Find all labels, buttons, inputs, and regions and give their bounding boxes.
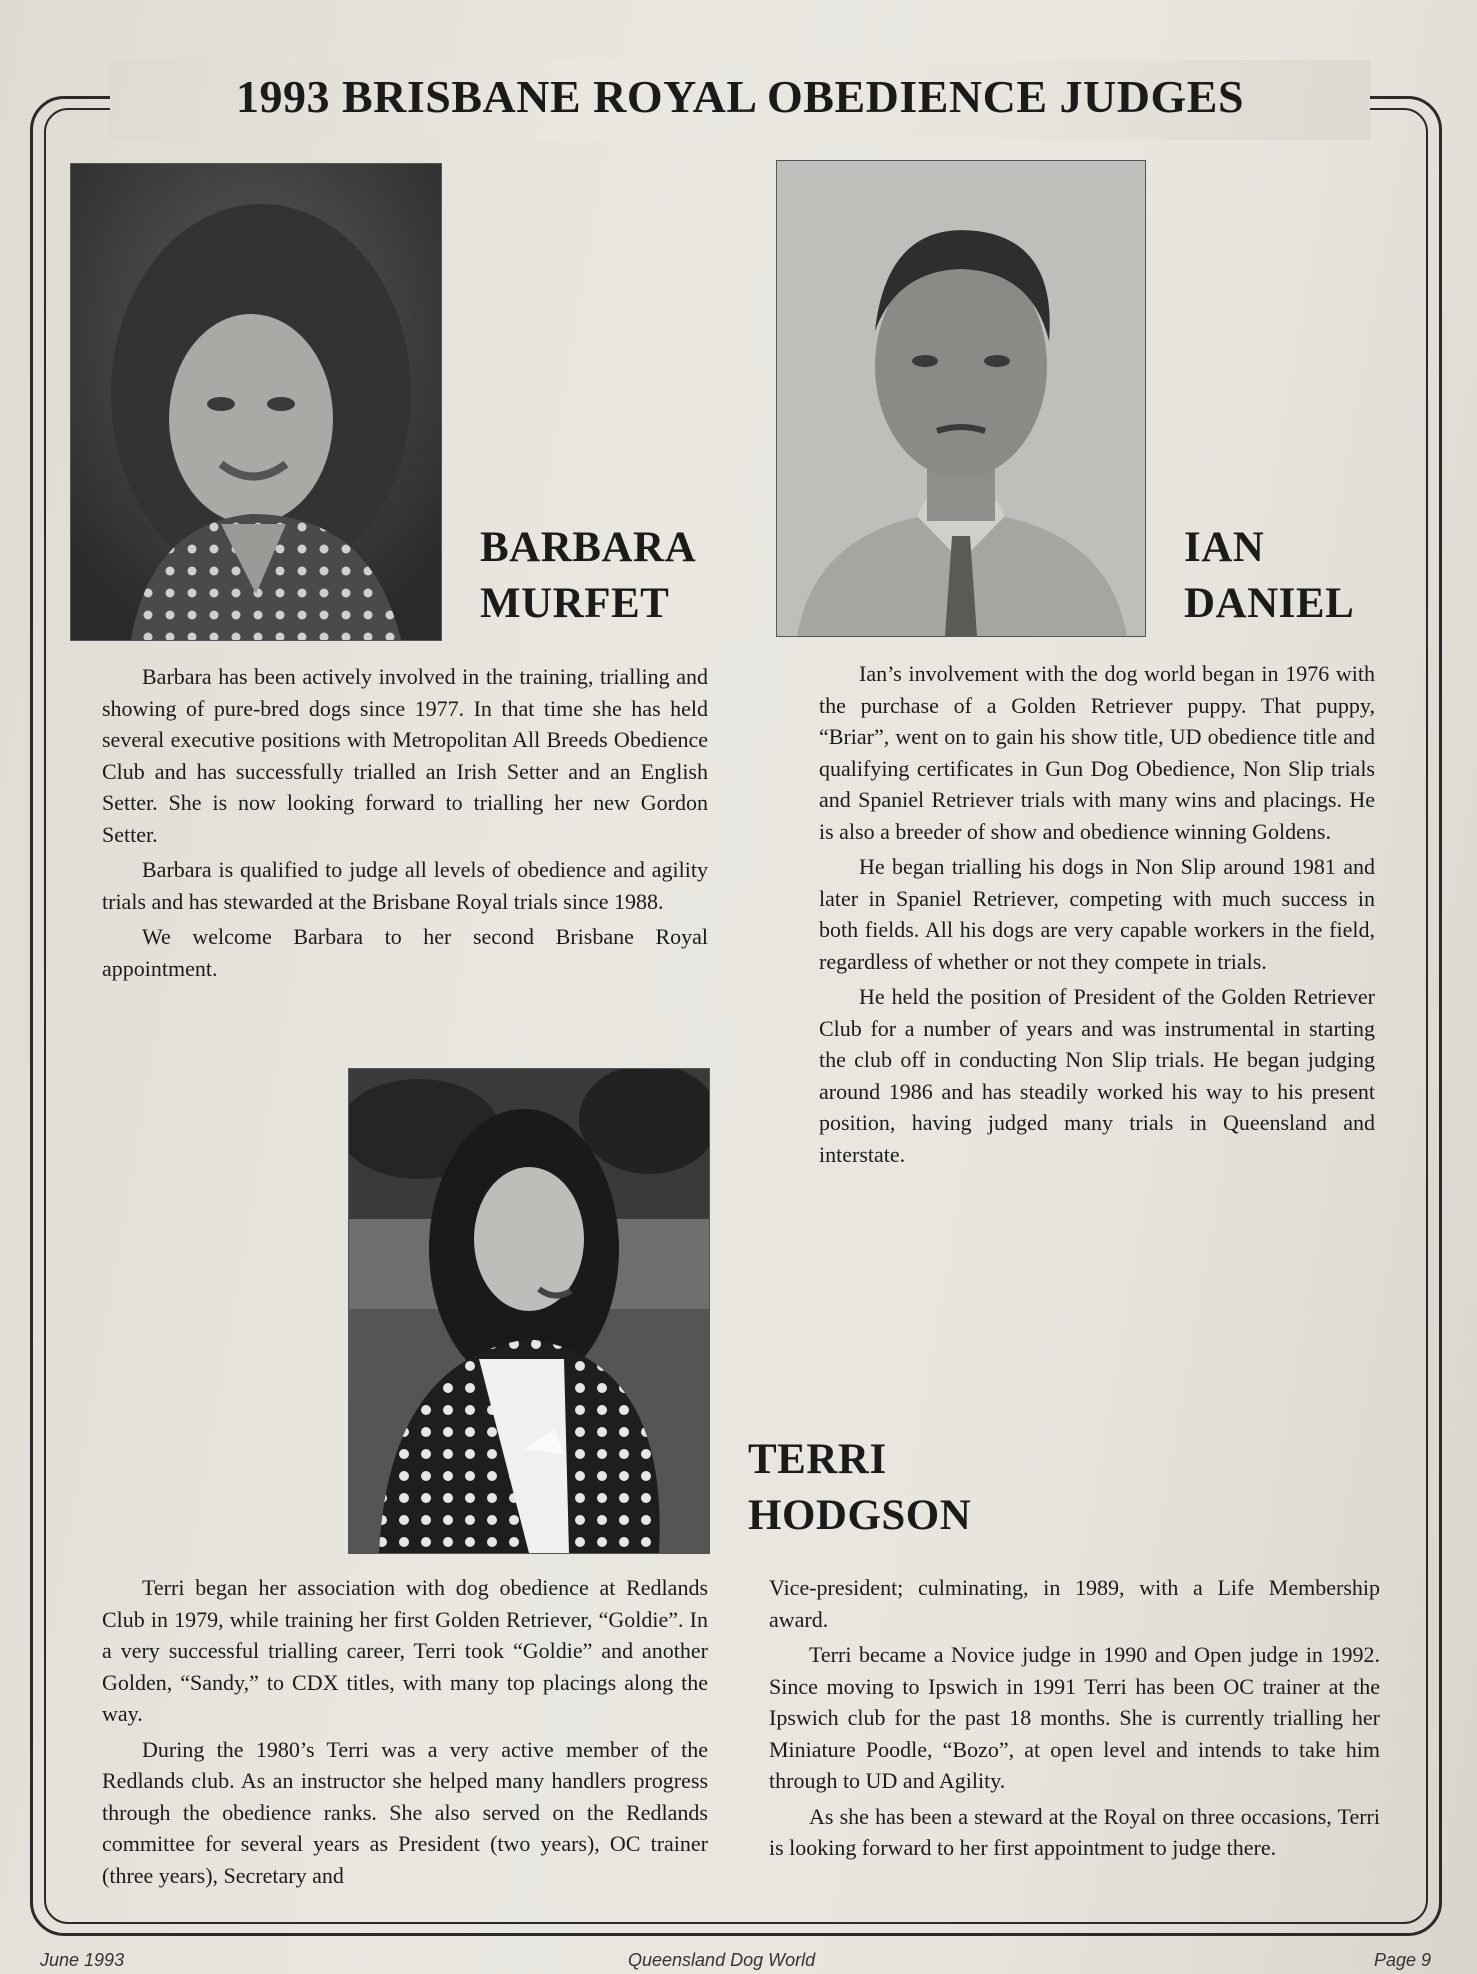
barbara-name <box>480 520 696 632</box>
ian-first-name: IAN <box>1184 524 1265 571</box>
terri-name <box>748 1432 971 1544</box>
ian-last-name: DANIEL <box>1184 580 1355 627</box>
terri-bio-paragraph: Terri began her association with dog obedience at Redlands Club in 1979, while training her first Golden Retriever, “Goldie”. In a very successful trialling career, Terri took “Goldie” and another Golden, “Sandy,” to CDX titles, with many top placings along the way. <box>102 1575 708 1726</box>
terri-bio-left <box>102 1572 708 1895</box>
terri-bio-right <box>769 1572 1380 1868</box>
ian-name <box>1184 520 1354 632</box>
terri-bio-paragraph: Terri became a Novice judge in 1990 and Open judge in 1992. Since moving to Ipswich in 1991 Terri has been OC trainer at the Ipswich club for the past 18 months. She is currently trialling her Miniature Poodle, “Bozo”, at open level and intends to take him through to UD and Agility. <box>769 1642 1380 1793</box>
barbara-bio-paragraph: Barbara has been actively involved in the training, trialling and showing of pure-bred dogs since 1977. In that time she has held several executive positions with Metropolitan All Breeds Obedience Club and has successfully trialled an Irish Setter and an English Setter. She is now looking forward to trialling her new Gordon Setter. <box>102 664 708 847</box>
page-title: 1993 BRISBANE ROYAL OBEDIENCE JUDGES <box>235 71 1245 122</box>
barbara-bio-paragraph: Barbara is qualified to judge all levels of obedience and agility trials and has stewarded at the Brisbane Royal trials since 1988. <box>102 857 708 914</box>
ian-bio-paragraph: Ian’s involvement with the dog world began in 1976 with the purchase of a Golden Retriever puppy. That puppy, “Briar”, went on to gain his show title, UD obedience title and qualifying certificates in Gun Dog Obedience, Non Slip trials and Spaniel Retriever trials with many wins and placings. He is also a breeder of show and obedience winning Goldens. <box>819 661 1375 844</box>
barbara-bio <box>102 661 708 988</box>
barbara-first-name: BARBARA <box>480 524 697 571</box>
terri-photo <box>348 1068 710 1554</box>
terri-first-name: TERRI <box>748 1436 887 1483</box>
footer-issue-date: June 1993 <box>40 1950 125 1970</box>
barbara-photo <box>70 163 442 641</box>
barbara-last-name: MURFET <box>480 580 670 627</box>
footer-publication: Queensland Dog World <box>628 1950 816 1970</box>
terri-bio-paragraph: As she has been a steward at the Royal on three occasions, Terri is looking forward to her first appointment to judge there. <box>769 1803 1380 1860</box>
ian-bio-paragraph: He began trialling his dogs in Non Slip around 1981 and later in Spaniel Retriever, competing with much success in both fields. All his dogs are very capable workers in the field, regardless of whether or not they compete in trials. <box>819 854 1375 974</box>
terri-last-name: HODGSON <box>748 1492 972 1539</box>
ian-bio <box>819 658 1375 1174</box>
ian-bio-paragraph: He held the position of President of the Golden Retriever Club for a number of years and was instrumental in starting the club off in conducting Non Slip trials. He began judging around 1986 and has steadily worked his way to his present position, having judged many trials in Queensland and interstate. <box>819 984 1375 1167</box>
ian-photo <box>776 160 1146 637</box>
terri-bio-paragraph: During the 1980’s Terri was a very active member of the Redlands club. As an instructor she helped many handlers progress through the obedience ranks. She also served on the Redlands committee for several years as President (two years), OC trainer (three years), Secretary and <box>102 1736 708 1888</box>
barbara-bio-paragraph: We welcome Barbara to her second Brisbane Royal appointment. <box>102 924 708 981</box>
terri-bio-paragraph: Vice-president; culminating, in 1989, with a Life Membership award. <box>769 1575 1380 1632</box>
footer-page-number: Page 9 <box>1374 1950 1432 1970</box>
